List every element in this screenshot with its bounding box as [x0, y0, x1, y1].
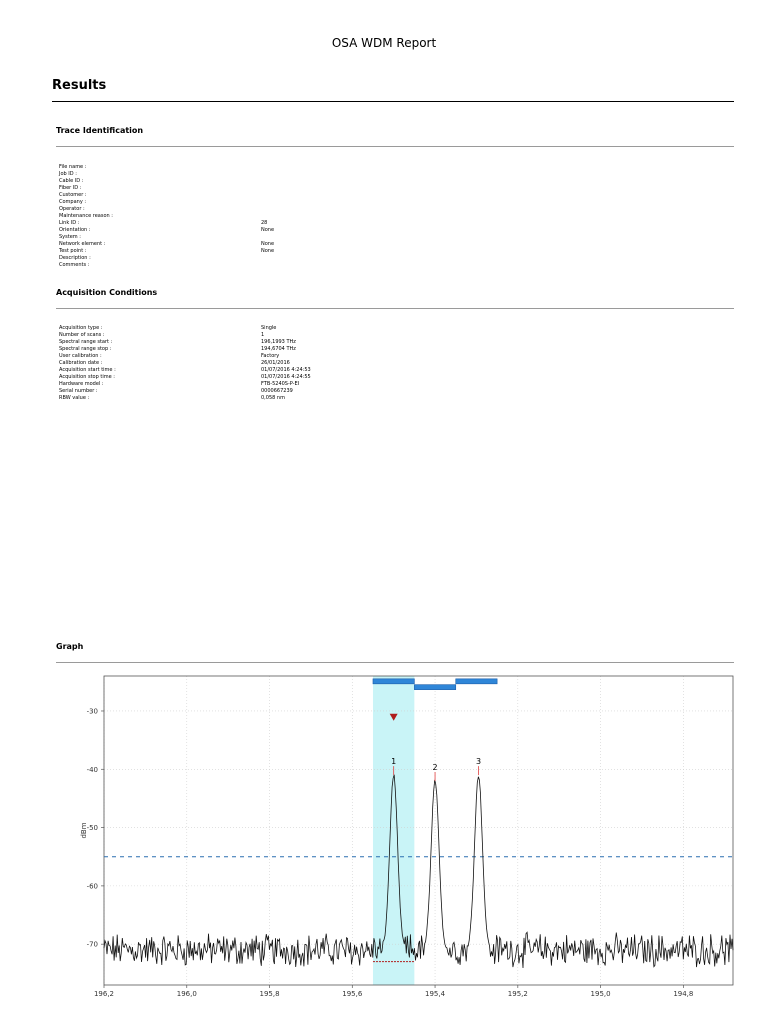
y-tick-label: -30: [86, 707, 98, 716]
trace-field-label: Comments :: [59, 262, 90, 268]
trace-field-label: Link ID :: [59, 220, 80, 226]
acquisition-field-label: Spectral range start :: [59, 339, 113, 345]
channel-bar: [456, 679, 497, 684]
trace-field-value: None: [261, 227, 275, 233]
acquisition-field-label: Spectral range stop :: [59, 346, 112, 352]
acquisition-field-value: 194,6704 THz: [261, 346, 296, 352]
acquisition-field-label: Serial number :: [59, 388, 98, 394]
x-tick-label: 195,8: [259, 990, 280, 998]
acquisition-field-value: 196,1993 THz: [261, 339, 296, 345]
acquisition-field-label: RBW value :: [59, 395, 90, 401]
trace-field-label: Fiber ID :: [59, 185, 82, 191]
x-tick-label: 195,4: [425, 990, 446, 998]
acquisition-field-value: FTB-5240S-P-EI: [261, 381, 300, 387]
trace-field-label: System :: [59, 234, 81, 240]
acquisition-field-value: Single: [261, 325, 277, 331]
acquisition-field-label: Hardware model :: [59, 381, 104, 387]
acquisition-field-label: Calibration date :: [59, 360, 103, 366]
peak-label: 1: [391, 757, 397, 767]
x-tick-label: 195,0: [590, 990, 611, 998]
trace-field-value: None: [261, 248, 275, 254]
y-tick-label: -60: [86, 882, 98, 891]
trace-field-label: Company :: [59, 199, 87, 205]
acquisition-field-value: 01/07/2016 4:24:55: [261, 374, 311, 380]
acquisition-field-label: Number of scans :: [59, 332, 105, 338]
graph-heading: Graph: [56, 642, 84, 651]
peak-label: 3: [475, 757, 482, 767]
trace-field-label: Network element :: [59, 241, 106, 247]
plot-frame: [104, 676, 733, 985]
x-tick-label: 196,2: [93, 990, 115, 998]
x-tick-label: 194,8: [673, 990, 694, 998]
results-heading: Results: [52, 78, 107, 93]
acquisition-field-label: Acquisition stop time :: [59, 374, 115, 380]
y-tick-label: -50: [86, 824, 98, 833]
trace-field-label: Job ID :: [59, 171, 77, 177]
trace-field-label: Description :: [59, 255, 91, 261]
acquisition-field-label: Acquisition type :: [59, 325, 103, 331]
acquisition-field-value: Factory: [261, 353, 280, 359]
trace-field-value: None: [261, 241, 275, 247]
spectrum-trace: [104, 775, 733, 968]
selected-channel-band: [373, 676, 414, 985]
acquisition-field-value: 26/01/2016: [261, 360, 290, 366]
y-tick-label: -40: [86, 765, 98, 774]
y-axis-label: dBm: [80, 822, 88, 839]
x-tick-label: 196,0: [176, 990, 197, 998]
trace-field-label: Maintenance reason :: [59, 213, 113, 219]
trace-field-label: Orientation :: [59, 227, 91, 233]
acquisition-field-value: 0,058 nm: [261, 395, 285, 401]
x-tick-label: 195,6: [342, 990, 363, 998]
x-tick-label: 195,2: [507, 990, 528, 998]
acquisition-field-value: 1: [261, 332, 265, 338]
acquisition-field-label: User calibration :: [59, 353, 102, 359]
trace-field-label: Test point :: [59, 248, 87, 254]
peak-label: 2: [432, 762, 438, 772]
y-tick-label: -70: [86, 940, 98, 949]
acquisition-field-value: 0000667239: [261, 388, 293, 394]
acquisition-field-label: Acquisition start time :: [59, 367, 116, 373]
trace-field-label: Operator :: [59, 206, 85, 212]
trace-field-label: Cable ID :: [59, 178, 84, 184]
trace-field-label: Customer :: [59, 192, 87, 198]
trace-field-label: File name :: [59, 164, 87, 170]
acquisition-conditions-heading: Acquisition Conditions: [56, 288, 158, 297]
trace-identification-heading: Trace Identification: [56, 126, 144, 135]
acquisition-field-value: 01/07/2016 4:24:53: [261, 367, 311, 373]
trace-field-value: 28: [261, 220, 268, 226]
channel-bar: [414, 685, 455, 690]
report-title: OSA WDM Report: [331, 36, 437, 50]
channel-bar: [373, 679, 414, 684]
